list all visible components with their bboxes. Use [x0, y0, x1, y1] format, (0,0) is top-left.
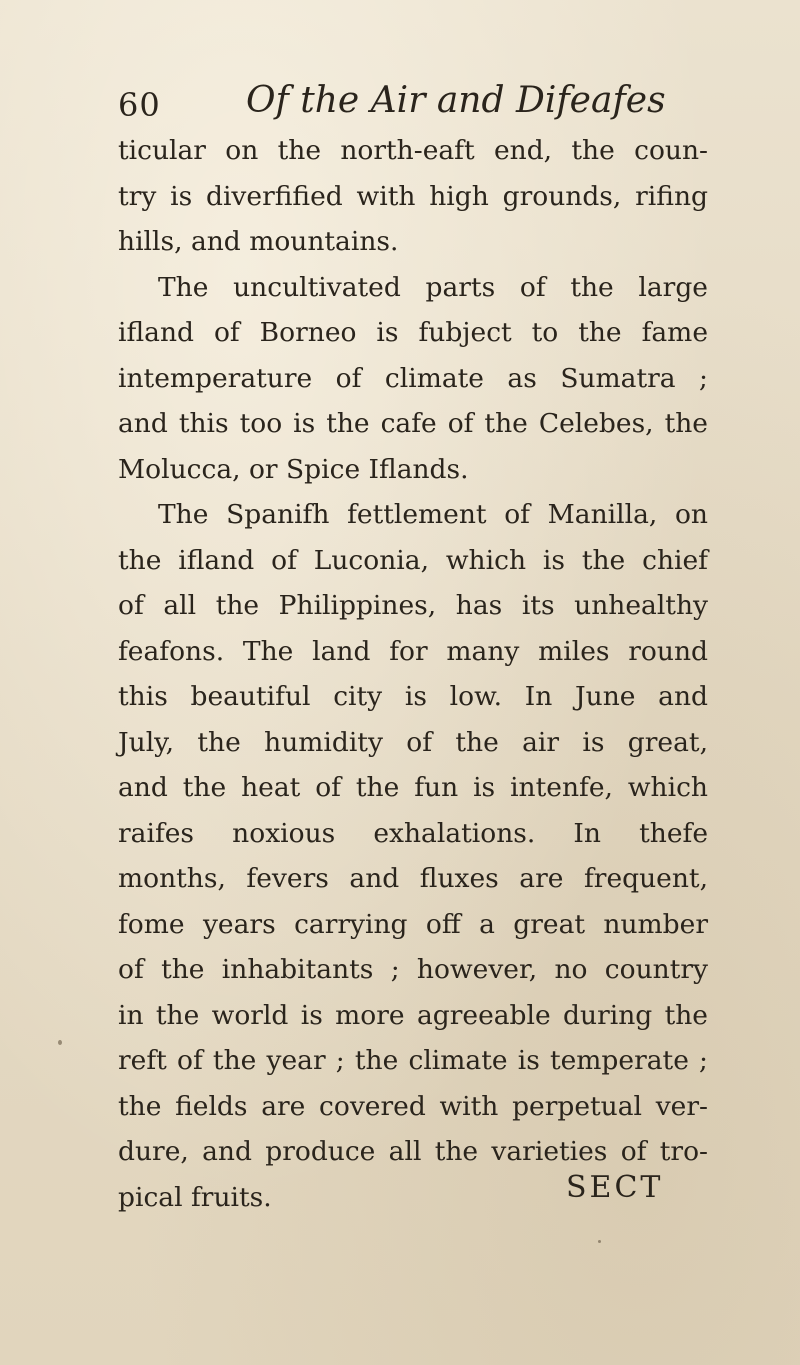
text-line: intemperature of climate as Sumatra ;	[118, 362, 708, 394]
text-line: fome years carrying off a great number	[118, 908, 708, 940]
text-line: try is diverfified with high grounds, rifing	[118, 180, 708, 212]
ink-speck	[58, 1040, 62, 1045]
text-line: of the inhabitants ; however, no country	[118, 954, 708, 985]
text-line: of all the Philippines, has its unhealthy	[118, 590, 708, 621]
text-line: and the heat of the fun is intenfe, which	[118, 772, 708, 803]
text-line: Molucca, or Spice Iflands.	[118, 453, 469, 485]
text-line: feafons. The land for many miles round	[118, 635, 708, 667]
text-line: ifland of Borneo is fubject to the fame	[118, 317, 708, 348]
text-line: reft of the year ; the climate is temperate ;	[118, 1045, 708, 1076]
page-header	[118, 80, 718, 130]
text-line: pical fruits.	[118, 1181, 272, 1213]
text-line: the ifland of Luconia, which is the chief	[118, 544, 708, 576]
text-line: hills, and mountains.	[118, 226, 399, 257]
text-line: dure, and produce all the varieties of tro-	[118, 1136, 708, 1167]
text-line: July, the humidity of the air is great,	[118, 726, 708, 758]
text-line: in the world is more agreeable during the	[118, 999, 708, 1031]
text-line: ticular on the north-eaft end, the coun-	[118, 135, 708, 166]
running-head: Of the Air and Difeafes	[246, 80, 666, 121]
text-line: and this too is the cafe of the Celebes, the	[118, 408, 708, 439]
text-line: this beautiful city is low. In June and	[118, 681, 708, 712]
text-line: The uncultivated parts of the large	[158, 271, 708, 303]
text-line: the fields are covered with perpetual ver-	[118, 1090, 708, 1122]
text-line: The Spanifh fettlement of Manilla, on	[158, 499, 708, 530]
ink-speck	[598, 1240, 601, 1243]
text-line: raifes noxious exhalations. In thefe	[118, 817, 708, 849]
body-text	[118, 128, 708, 1220]
page-number: 60	[118, 86, 161, 124]
catchword: SECT	[566, 1170, 664, 1205]
text-line: months, fevers and fluxes are frequent,	[118, 863, 708, 894]
